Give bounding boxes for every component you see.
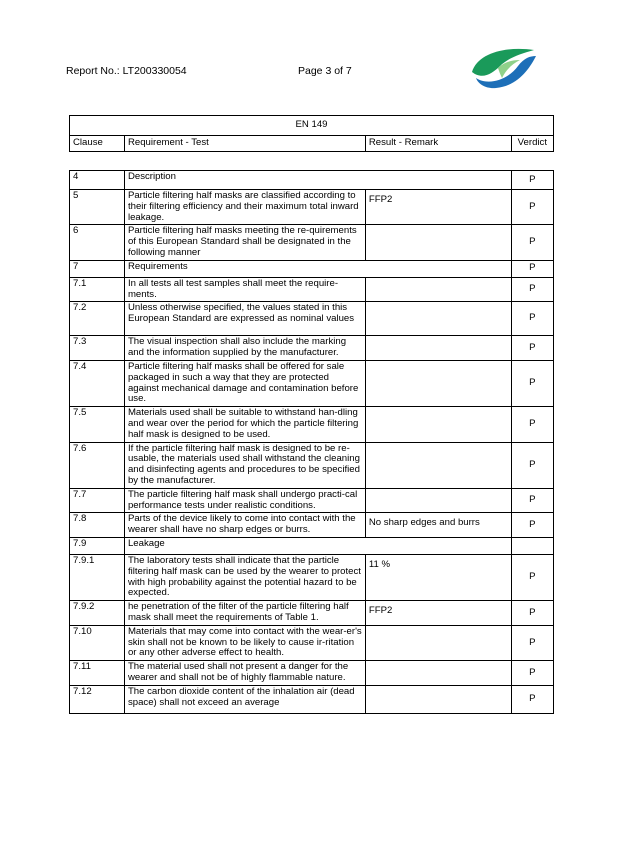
clause-cell: 7.5 (70, 407, 125, 442)
requirement-cell: Requirements (124, 260, 511, 277)
table-row (70, 260, 554, 277)
verdict-cell: P (511, 407, 553, 442)
requirement-cell: Materials used shall be suitable to withstand han-dling and wear over the period for which the particle filtering half mask is designed to be used. (124, 407, 365, 442)
requirement-cell: Particle filtering half masks shall be offered for sale packaged in such a way that they are protected against mechanical damage and contamination before use. (124, 360, 365, 406)
result-cell (365, 686, 511, 714)
clause-cell: 4 (70, 171, 125, 190)
verdict-cell: P (511, 277, 553, 302)
requirement-cell: Particle filtering half masks meeting the re-quirements of this European Standard shall be designated in the following manner (124, 225, 365, 260)
result-cell (365, 225, 511, 260)
table-row (70, 336, 554, 361)
requirement-cell: Materials that may come into contact with the wear-er's skin shall not be known to be likely to cause ir-ritation or any other adverse effect to health. (124, 625, 365, 660)
requirement-cell: The visual inspection shall also include the marking and the information supplied by the manufacturer. (124, 336, 365, 361)
requirement-cell: Parts of the device likely to come into contact with the wearer shall have no sharp edges or burrs. (124, 513, 365, 538)
table-row (70, 360, 554, 406)
verdict-cell: P (511, 336, 553, 361)
column-header-verdict: Verdict (511, 136, 553, 152)
requirement-cell: Unless otherwise specified, the values stated in this European Standard are expressed as nominal values (124, 302, 365, 336)
table-row (70, 537, 554, 554)
verdict-cell: P (511, 686, 553, 714)
table-row (70, 625, 554, 660)
verdict-cell (511, 537, 553, 554)
result-cell (365, 336, 511, 361)
requirement-cell: In all tests all test samples shall meet the require-ments. (124, 277, 365, 302)
verdict-cell: P (511, 225, 553, 260)
requirement-cell: If the particle filtering half mask is designed to be re-usable, the materials used shall withstand the cleaning and disinfecting agents and procedures to be specified by the manufacturer. (124, 442, 365, 488)
result-cell: No sharp edges and burrs (365, 513, 511, 538)
requirement-cell: The laboratory tests shall indicate that the particle filtering half mask can be used by the wearer to protect with high probability against the potential hazard to be expected. (124, 554, 365, 600)
result-cell: 11 % (365, 554, 511, 600)
table-row (70, 661, 554, 686)
table-row (70, 686, 554, 714)
table-row (70, 407, 554, 442)
table-row (70, 171, 554, 190)
verdict-cell: P (511, 190, 553, 225)
verdict-cell: P (511, 171, 553, 190)
table-row (70, 513, 554, 538)
table-row (70, 554, 554, 600)
result-cell (365, 442, 511, 488)
verdict-cell: P (511, 661, 553, 686)
requirement-cell: Leakage (124, 537, 511, 554)
verdict-cell: P (511, 260, 553, 277)
clause-cell: 7.7 (70, 488, 125, 513)
company-logo (468, 44, 540, 92)
verdict-cell: P (511, 513, 553, 538)
clause-cell: 7.10 (70, 625, 125, 660)
verdict-cell: P (511, 625, 553, 660)
clause-cell: 7 (70, 260, 125, 277)
result-cell (365, 661, 511, 686)
clause-cell: 7.6 (70, 442, 125, 488)
clause-cell: 6 (70, 225, 125, 260)
requirement-cell: Description (124, 171, 511, 190)
table-row (70, 442, 554, 488)
requirement-cell: The material used shall not present a danger for the wearer and shall not be of highly flammable nature. (124, 661, 365, 686)
result-cell (365, 488, 511, 513)
page-number: Page 3 of 7 (298, 65, 352, 77)
clause-table (69, 170, 554, 714)
requirement-cell: The carbon dioxide content of the inhalation air (dead space) shall not exceed an average (124, 686, 365, 714)
requirement-cell: he penetration of the filter of the particle filtering half mask shall meet the requirements of Table 1. (124, 601, 365, 626)
clause-cell: 7.9.1 (70, 554, 125, 600)
table-row (70, 601, 554, 626)
clause-cell: 7.4 (70, 360, 125, 406)
result-cell (365, 625, 511, 660)
result-cell (365, 277, 511, 302)
table-row (70, 488, 554, 513)
requirement-cell: Particle filtering half masks are classified according to their filtering efficiency and their maximum total inward leakage. (124, 190, 365, 225)
table-row (70, 302, 554, 336)
clause-cell: 7.12 (70, 686, 125, 714)
result-cell (365, 407, 511, 442)
verdict-cell: P (511, 302, 553, 336)
report-number: Report No.: LT200330054 (66, 65, 187, 77)
result-cell (365, 302, 511, 336)
requirement-cell: The particle filtering half mask shall undergo practi-cal performance tests under realistic conditions. (124, 488, 365, 513)
result-cell (365, 360, 511, 406)
clause-cell: 7.3 (70, 336, 125, 361)
result-cell: FFP2 (365, 190, 511, 225)
clause-cell: 7.8 (70, 513, 125, 538)
verdict-cell: P (511, 360, 553, 406)
verdict-cell: P (511, 488, 553, 513)
verdict-cell: P (511, 601, 553, 626)
column-header-clause: Clause (70, 136, 125, 152)
column-header-result: Result - Remark (365, 136, 511, 152)
table-row (70, 225, 554, 260)
result-cell: FFP2 (365, 601, 511, 626)
clause-cell: 7.11 (70, 661, 125, 686)
column-header-requirement: Requirement - Test (124, 136, 365, 152)
table-row (70, 190, 554, 225)
standard-title: EN 149 (70, 116, 554, 136)
clause-cell: 7.9.2 (70, 601, 125, 626)
clause-cell: 5 (70, 190, 125, 225)
verdict-cell: P (511, 554, 553, 600)
clause-cell: 7.2 (70, 302, 125, 336)
verdict-cell: P (511, 442, 553, 488)
clause-cell: 7.9 (70, 537, 125, 554)
header-table (69, 115, 554, 152)
table-row (70, 277, 554, 302)
clause-cell: 7.1 (70, 277, 125, 302)
